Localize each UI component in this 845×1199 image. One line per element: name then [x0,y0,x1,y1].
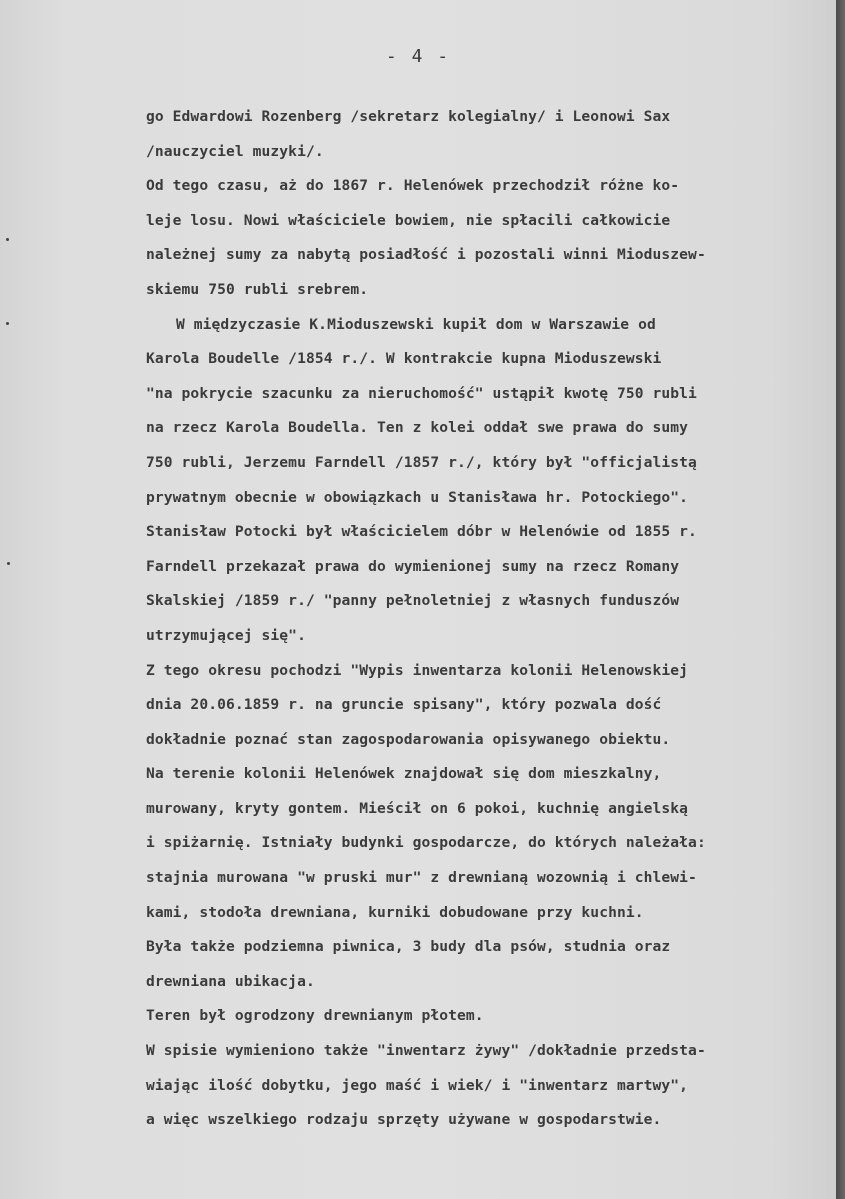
text-line: stajnia murowana "w pruski mur" z drewnianą wozownią i chlewi- [146,869,697,887]
text-line: skiemu 750 rubli srebrem. [146,280,369,298]
text-line: leje losu. Nowi właściciele bowiem, nie spłacili całkowicie [146,211,671,229]
scan-speck [6,238,9,241]
typed-text-body [146,100,826,1138]
text-line: należnej sumy za nabytą posiadłość i pozostali winni Mioduszew- [146,246,706,264]
text-line: Od tego czasu, aż do 1867 r. Helenówek przechodził różne ko- [146,177,680,195]
text-line: a więc wszelkiego rodzaju sprzęty używane w gospodarstwie. [146,1111,662,1129]
text-line: go Edwardowi Rozenberg /sekretarz kolegialny/ i Leonowi Sax [146,108,671,125]
scan-speck [6,322,9,325]
text-line: Była także podziemna piwnica, 3 budy dla psów, studnia oraz [146,938,671,956]
text-line: W spisie wymieniono także "inwentarz żywy" /dokładnie przedsta- [146,1042,706,1060]
text-line: drewniana ubikacja. [146,972,315,990]
text-line: 750 rubli, Jerzemu Farndell /1857 r./, który był "officjalistą [146,453,697,471]
text-line: murowany, kryty gontem. Mieścił on 6 pokoi, kuchnię angielską [146,799,689,817]
scanner-edge [836,0,845,1199]
page-number: - 4 - [385,46,451,67]
text-line: Karola Boudelle /1854 r./. W kontrakcie kupna Mioduszewski [146,350,662,368]
text-line: Z tego okresu pochodzi "Wypis inwentarza kolonii Helenowskiej [146,661,689,679]
text-line: dnia 20.06.1859 r. na gruncie spisany", który pozwala dość [146,696,662,714]
text-line: W międzyczasie K.Mioduszewski kupił dom w Warszawie od [176,315,656,333]
text-line: kami, stodoła drewniana, kurniki dobudowane przy kuchni. [146,903,644,921]
text-line: prywatnym obecnie w obowiązkach u Stanisława hr. Potockiego". [146,488,689,506]
text-line: Skalskiej /1859 r./ "panny pełnoletniej z własnych funduszów [146,592,680,610]
text-line: Stanisław Potocki był właścicielem dóbr w Helenówie od 1855 r. [146,523,697,541]
text-line: wiając ilość dobytku, jego maść i wiek/ i "inwentarz martwy", [146,1076,689,1094]
text-line: dokładnie poznać stan zagospodarowania opisywanego obiektu. [146,730,671,748]
text-line: /nauczyciel muzyki/. [146,142,324,160]
text-line: na rzecz Karola Boudella. Ten z kolei oddał swe prawa do sumy [146,419,689,437]
text-line: Farndell przekazał prawa do wymienionej sumy na rzecz Romany [146,557,680,575]
text-line: "na pokrycie szacunku za nieruchomość" ustąpił kwotę 750 rubli [146,384,697,402]
text-line: Na terenie kolonii Helenówek znajdował się dom mieszkalny, [146,765,662,783]
text-line: Teren był ogrodzony drewnianym płotem. [146,1007,484,1025]
text-line: i spiżarnię. Istniały budynki gospodarcze, do których należała: [146,834,706,852]
text-line: utrzymującej się". [146,626,306,644]
scan-speck [7,562,10,565]
